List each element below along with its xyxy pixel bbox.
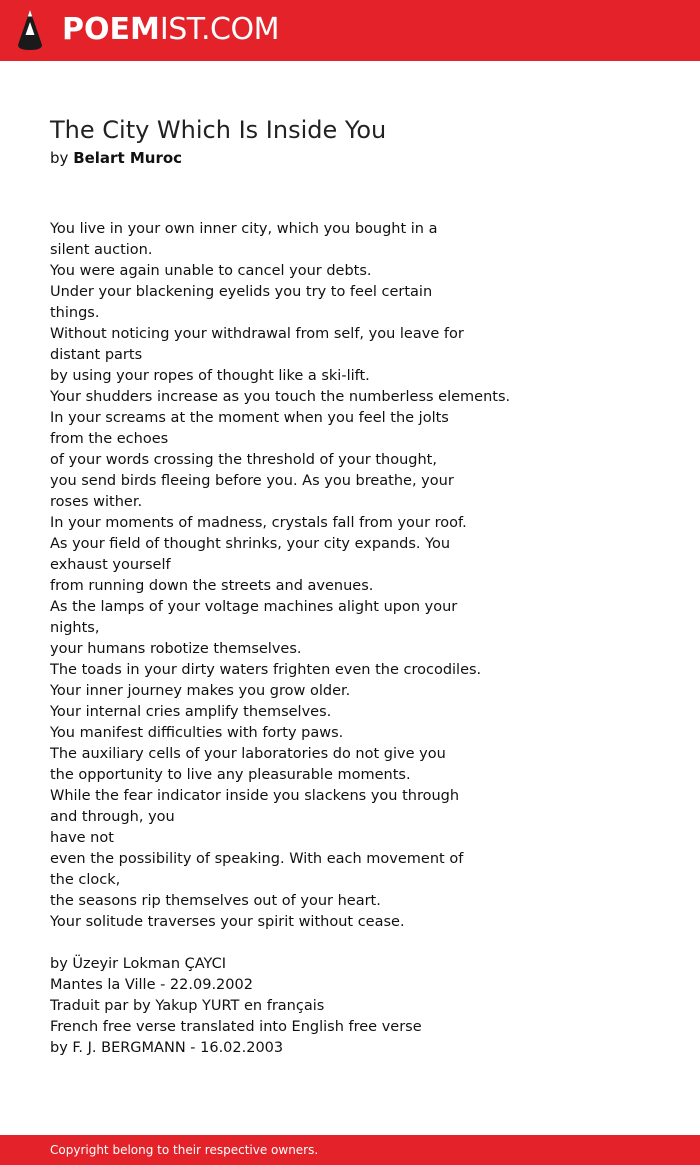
poem-line: your humans robotize themselves. [50,641,302,657]
poem-line: have not [50,830,114,846]
poem-line: exhaust yourself [50,557,171,573]
poem-line: You live in your own inner city, which you bought in a [50,221,438,237]
poem-line: distant parts [50,347,143,363]
logo-light-text: IST.COM [159,12,279,47]
poem-line: Your inner journey makes you grow older. [50,683,351,699]
poem-line: You manifest difficulties with forty paws. [50,725,344,741]
poem-line: even the possibility of speaking. With each movement of [50,851,464,867]
poem-line: nights, [50,620,100,636]
poem-line: Under your blackening eyelids you try to feel certain [50,284,433,300]
logo-bold-text: POEM [62,12,160,47]
poem-line: Your internal cries amplify themselves. [50,704,332,720]
poem-line: As the lamps of your voltage machines alight upon your [50,599,458,615]
poem-line: the opportunity to live any pleasurable moments. [50,767,411,783]
poem-line: The toads in your dirty waters frighten even the crocodiles. [50,662,482,678]
site-header [0,0,700,61]
poem-line: You were again unable to cancel your debts. [50,263,372,279]
site-footer [0,1135,700,1165]
pencil-tip-icon[interactable] [17,9,43,51]
poem-line: of your words crossing the threshold of your thought, [50,452,437,468]
poem-body [50,219,670,1059]
credit-line: Traduit par by Yakup YURT en français [50,998,325,1014]
poem-line: by using your ropes of thought like a ski-lift. [50,368,370,384]
poem-line: The auxiliary cells of your laboratories do not give you [50,746,446,762]
site-logo[interactable] [62,12,279,48]
poem-line: In your screams at the moment when you feel the jolts [50,410,449,426]
credit-line: Mantes la Ville - 22.09.2002 [50,977,253,993]
poem-line: Without noticing your withdrawal from self, you leave for [50,326,464,342]
poem-line: the clock, [50,872,121,888]
poem-byline [50,148,182,169]
poem-line: from the echoes [50,431,169,447]
poem-title: The City Which Is Inside You [50,116,387,144]
by-label: by [50,149,69,167]
poem-line: roses wither. [50,494,143,510]
poem-line: you send birds fleeing before you. As you breathe, your [50,473,454,489]
credit-line: French free verse translated into English free verse [50,1019,422,1035]
poem-line: silent auction. [50,242,153,258]
poem-line: Your shudders increase as you touch the numberless elements. [50,389,511,405]
author-name[interactable]: Belart Muroc [73,149,183,167]
poem-line: Your solitude traverses your spirit without cease. [50,914,405,930]
stanza-gap [50,933,670,954]
poem-line: from running down the streets and avenues. [50,578,374,594]
poem-line: and through, you [50,809,175,825]
poem-line: As your field of thought shrinks, your city expands. You [50,536,451,552]
credit-line: by F. J. BERGMANN - 16.02.2003 [50,1040,284,1056]
credit-line: by Üzeyir Lokman ÇAYCI [50,956,227,972]
poem-line: the seasons rip themselves out of your heart. [50,893,381,909]
copyright-notice: Copyright belong to their respective owners. [50,1143,319,1157]
poem-line: In your moments of madness, crystals fall from your roof. [50,515,467,531]
poem-line: While the fear indicator inside you slackens you through [50,788,460,804]
poem-line: things. [50,305,100,321]
